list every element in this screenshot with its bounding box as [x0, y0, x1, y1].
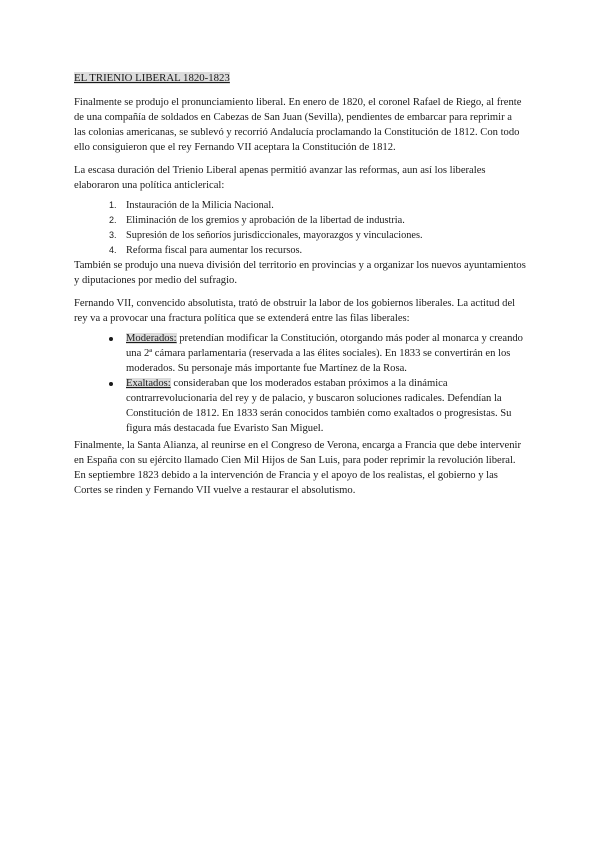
- list-item-text: Reforma fiscal para aumentar los recursos.: [126, 245, 303, 256]
- factions-list: [74, 332, 526, 437]
- list-item: [74, 213, 526, 228]
- list-item-number: 4.: [109, 245, 117, 255]
- bullet-icon: [109, 337, 113, 341]
- reforms-list: [74, 198, 526, 258]
- list-item: [74, 228, 526, 243]
- paragraph-reformas-intro: La escasa duración del Trienio Liberal apenas permitió avanzar las reformas, aun así los liberales elaboraron una política anticlerical:: [74, 165, 486, 191]
- faction-description: pretendían modificar la Constitución, otorgando más poder al monarca y creando una 2ª cámara parlamentaria (reservada a las élites sociales). En 1833 se convertirán en los moderados. Su personaje más importante fue Martínez de la Rosa.: [126, 333, 523, 374]
- list-item-moderados: [74, 332, 526, 376]
- faction-description: consideraban que los moderados estaban próximos a la dinámica contrarrevolucionaria del rey y de palacio, y buscaron soluciones radicales. Defendían la Constitución de 1812. En 1833 serán conocidos también como exaltados o progresistas. Su figura más destacada fue Evaristo San Miguel.: [126, 378, 512, 434]
- list-item-text: Instauración de la Milicia Nacional.: [126, 200, 274, 211]
- bullet-icon: [109, 382, 113, 386]
- faction-term: Exaltados:: [126, 378, 171, 390]
- paragraph-fernando-vii: Fernando VII, convencido absolutista, trató de obstruir la labor de los gobiernos liberales. La actitud del rey va a provocar una fractura política que se extenderá entre las filas liberales:: [74, 298, 516, 324]
- list-item-number: 2.: [109, 215, 117, 225]
- document-title: [74, 71, 526, 86]
- faction-term: Moderados:: [126, 333, 177, 344]
- document-title-text: EL TRIENIO LIBERAL 1820-1823: [74, 72, 230, 84]
- document-page: [74, 71, 526, 506]
- paragraph-pronunciamiento: Finalmente se produjo el pronunciamiento liberal. En enero de 1820, el coronel Rafael de Riego, al frente de una compañía de soldados en Cabezas de San Juan (Sevilla), pendientes de embarcar para reprimir a las colonias americanas, se sublevó y recorrió Andalucía proclamando la Constitución de 1812. Con todo ello consiguieron que el rey Fernando VII aceptara la Constitución de 1812.: [74, 97, 522, 153]
- list-item-text: Supresión de los señoríos jurisdiccionales, mayorazgos y vinculaciones.: [126, 230, 423, 241]
- list-item-exaltados: [74, 377, 526, 436]
- list-item-text: Eliminación de los gremios y aprobación de la libertad de industria.: [126, 215, 405, 226]
- list-item: [74, 243, 526, 258]
- list-item-number: 1.: [109, 200, 117, 210]
- paragraph-santa-alianza: Finalmente, la Santa Alianza, al reunirse en el Congreso de Verona, encarga a Francia que debe intervenir en España con su ejército llamado Cien Mil Hijos de San Luis, para poder reprimir la revolución liberal. En septiembre 1823 debido a la intervención de Francia y el apoyo de los realistas, el gobierno y las Cortes se rinden y Fernando VII vuelve a restaurar el absolutismo.: [74, 439, 522, 496]
- paragraph-division-territorio: También se produjo una nueva división del territorio en provincias y a organizar los nuevos ayuntamientos y diputaciones por medio del sufragio.: [74, 260, 526, 286]
- list-item-number: 3.: [109, 230, 117, 240]
- list-item: [74, 198, 526, 213]
